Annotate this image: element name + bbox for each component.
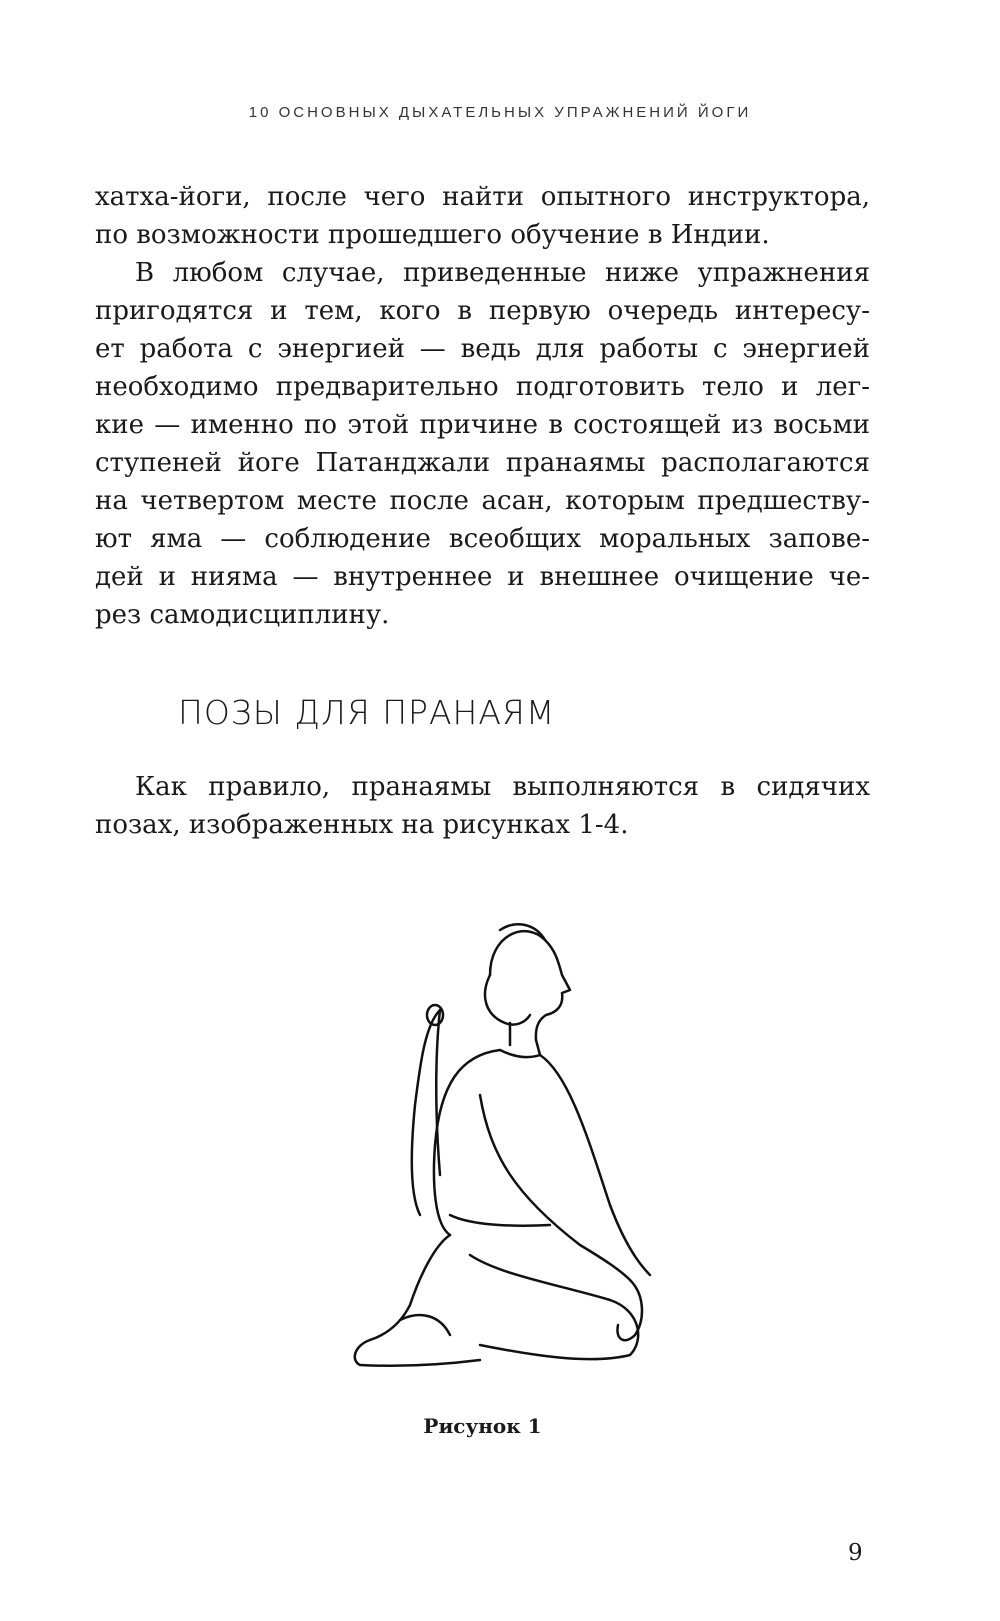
text-line: кие — именно по этой причине в состоящей из восьми (95, 410, 870, 440)
text-line: необходимо предварительно подготовить тело и лег- (95, 372, 870, 402)
text-line: пригодятся и тем, кого в первую очередь интересу- (95, 296, 870, 326)
text-line: позах, изображенных на рисунках 1-4. (95, 810, 629, 840)
text-line: ют яма — соблюдение всеобщих моральных запове- (95, 524, 870, 554)
text-line: Как правило, пранаямы выполняются в сидячих (135, 772, 870, 802)
text-line: на четвертом месте после асан, которым предшеству- (95, 486, 870, 516)
text-line: ет работа с энергией — ведь для работы с энергией (95, 334, 870, 364)
text-line: В любом случае, приведенные ниже упражнения (135, 258, 870, 288)
kneeling-pose-illustration (340, 915, 670, 1395)
text-line: хатха-йоги, после чего найти опытного инструктора, (95, 182, 870, 212)
text-line: по возможности прошедшего обучение в Индии. (95, 220, 770, 250)
page-number: 9 (848, 1540, 863, 1566)
text-line: рез самодисциплину. (95, 600, 390, 630)
text-line: дей и нияма — внутреннее и внешнее очищение че- (95, 562, 870, 592)
section-heading: ПОЗЫ ДЛЯ ПРАНАЯМ (178, 693, 556, 732)
running-header: 10 ОСНОВНЫХ ДЫХАТЕЛЬНЫХ УПРАЖНЕНИЙ ЙОГИ (248, 104, 752, 121)
text-line: ступеней йоге Патанджали пранаямы располагаются (95, 448, 870, 478)
figure-caption: Рисунок 1 (423, 1414, 542, 1438)
